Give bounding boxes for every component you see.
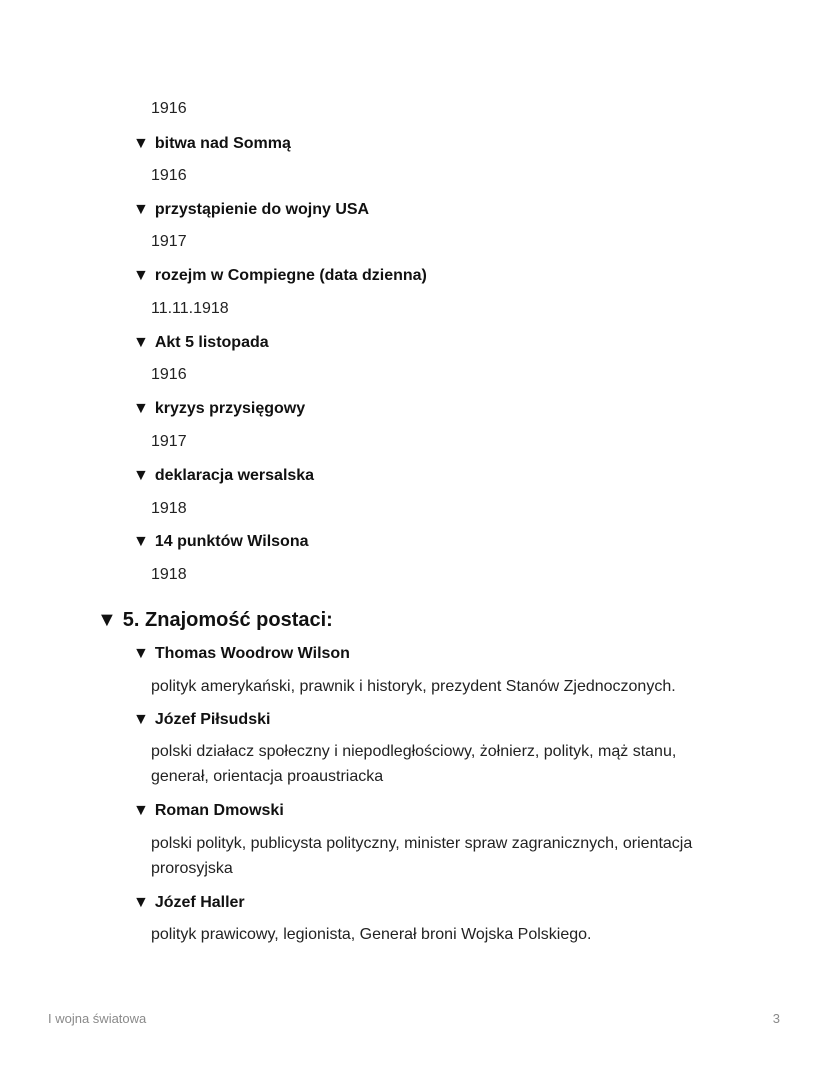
- triangle-down-icon: ▼: [133, 267, 149, 284]
- section-toggle-heading[interactable]: [97, 607, 333, 633]
- section-title: 5. Znajomość postaci:: [122, 609, 333, 631]
- triangle-down-icon: ▼: [133, 334, 149, 351]
- event-title: kryzys przysięgowy: [154, 400, 306, 417]
- triangle-down-icon: ▼: [133, 135, 149, 152]
- person-toggle-heading[interactable]: [133, 892, 245, 914]
- triangle-down-icon: ▼: [133, 711, 149, 728]
- event-title: rozejm w Compiegne (data dzienna): [154, 267, 427, 284]
- triangle-down-icon: ▼: [133, 802, 149, 819]
- event-title: 14 punktów Wilsona: [154, 533, 309, 550]
- event-value: 1917: [151, 433, 187, 450]
- event-toggle-heading[interactable]: [133, 199, 369, 221]
- person-toggle-heading[interactable]: [133, 643, 350, 665]
- person-description: polski działacz społeczny i niepodległościowy, żołnierz, polityk, mąż stanu, generał, orientacja proaustriacka: [151, 743, 677, 785]
- event-title: deklaracja wersalska: [154, 467, 315, 484]
- triangle-down-icon: ▼: [133, 894, 149, 911]
- event-title: Akt 5 listopada: [154, 334, 269, 351]
- event-value: 1916: [151, 366, 187, 383]
- triangle-down-icon: ▼: [133, 645, 149, 662]
- triangle-down-icon: ▼: [97, 609, 117, 631]
- triangle-down-icon: ▼: [133, 533, 149, 550]
- event-toggle-heading[interactable]: [133, 398, 305, 420]
- event-value: 11.11.1918: [151, 300, 229, 317]
- event-toggle-heading[interactable]: [133, 531, 309, 553]
- triangle-down-icon: ▼: [133, 467, 149, 484]
- event-title: bitwa nad Sommą: [154, 135, 291, 152]
- event-toggle-heading[interactable]: [133, 465, 314, 487]
- person-name: Roman Dmowski: [154, 802, 284, 819]
- event-value-continued: 1916: [151, 100, 187, 117]
- person-description: polski polityk, publicysta polityczny, minister spraw zagranicznych, orientacja prorosyjska: [151, 835, 693, 877]
- triangle-down-icon: ▼: [133, 201, 149, 218]
- event-value: 1916: [151, 167, 187, 184]
- person-name: Józef Haller: [154, 894, 245, 911]
- event-toggle-heading[interactable]: [133, 265, 427, 287]
- event-value: 1918: [151, 566, 187, 583]
- person-description: polityk amerykański, prawnik i historyk, prezydent Stanów Zjednoczonych.: [151, 678, 676, 695]
- footer-page-number: 3: [772, 1011, 780, 1026]
- event-value: 1917: [151, 233, 187, 250]
- event-toggle-heading[interactable]: [133, 332, 269, 354]
- person-name: Thomas Woodrow Wilson: [154, 645, 350, 662]
- person-description: polityk prawicowy, legionista, Generał broni Wojska Polskiego.: [151, 926, 592, 943]
- footer-document-title: I wojna światowa: [48, 1011, 147, 1026]
- person-toggle-heading[interactable]: [133, 709, 270, 731]
- person-toggle-heading[interactable]: [133, 800, 284, 822]
- event-value: 1918: [151, 500, 187, 517]
- triangle-down-icon: ▼: [133, 400, 149, 417]
- event-toggle-heading[interactable]: [133, 133, 291, 155]
- person-name: Józef Piłsudski: [154, 711, 271, 728]
- event-title: przystąpienie do wojny USA: [154, 201, 370, 218]
